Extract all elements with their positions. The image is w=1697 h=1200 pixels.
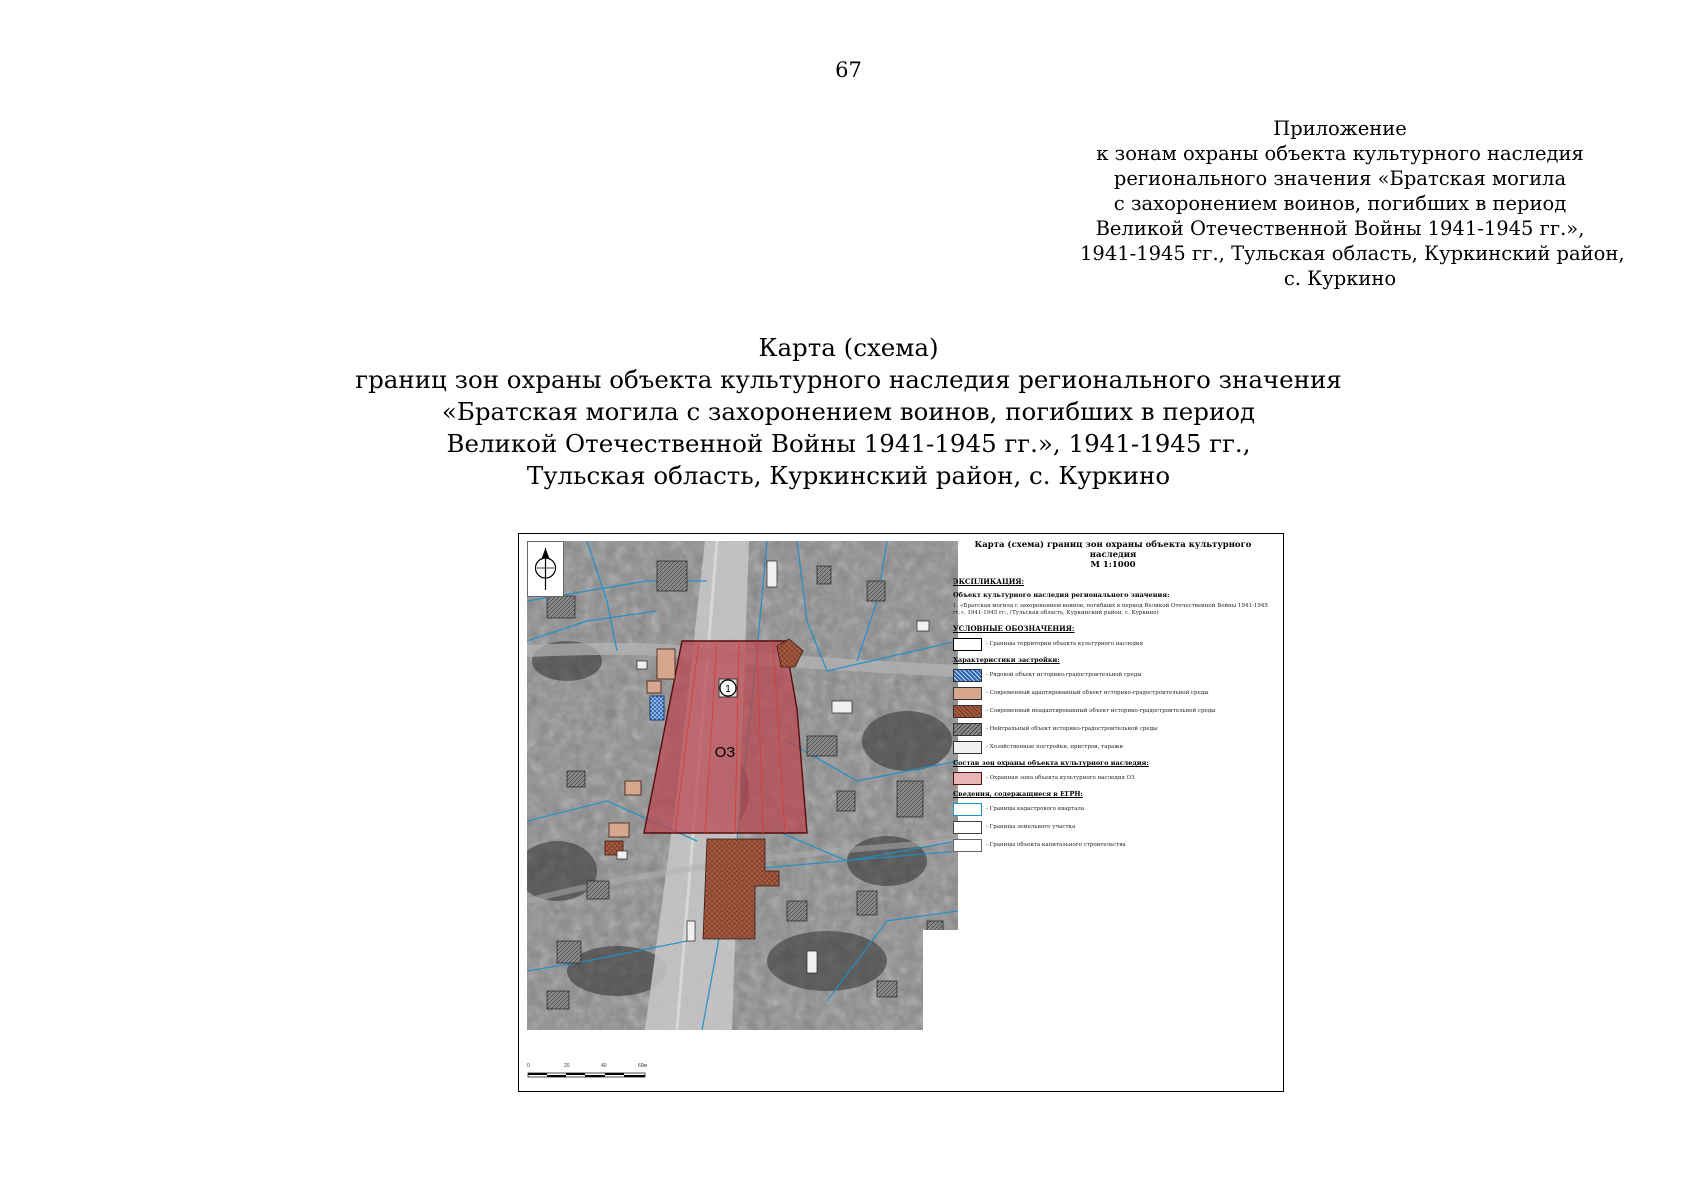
capital-object-swatch (953, 839, 982, 852)
appendix-line: регионального значения «Братская могила (1113, 167, 1567, 190)
legend-row (953, 637, 1273, 651)
appendix-line: Великой Отечественной Войны 1941-1945 гг.», (1095, 217, 1585, 240)
legend-item-label: - Границы кадастрового квартала (986, 806, 1085, 812)
scale-label: 60м (638, 1063, 647, 1069)
legend-title: Карта (схема) границ зон охраны объекта культурного наследия (974, 540, 1252, 560)
symbols-heading: УСЛОВНЫЕ ОБОЗНАЧЕНИЯ: (953, 624, 1075, 633)
appendix-line: с захоронением воинов, погибших в период (1113, 192, 1567, 215)
legend-item-label: - Границы территории объекта культурного наследия (986, 641, 1144, 647)
valuable-swatch (953, 669, 982, 682)
legend-row (953, 771, 1273, 785)
scale-bar (527, 1063, 667, 1087)
title-line: Тульская область, Куркинский район, с. Куркино (526, 461, 1171, 490)
legend-row (953, 686, 1273, 700)
legend-item-label: - Охранная зона объекта культурного наследия ОЗ (986, 775, 1135, 781)
object-marker-number: 1 (725, 684, 731, 695)
object-heading: Объект культурного наследия регионального значения: (953, 591, 1170, 599)
legend-item-label: - Современный неадаптированный объект историко-градостроительной среды (986, 708, 1216, 714)
neutral-swatch (953, 723, 982, 736)
legend-row (953, 722, 1273, 736)
title-line: границ зон охраны объекта культурного наследия регионального значения (355, 365, 1342, 394)
appendix-note (1080, 116, 1625, 291)
explication-heading: ЭКСПЛИКАЦИЯ: (953, 577, 1025, 586)
title-line: Великой Отечественной Войны 1941-1945 гг.», 1941-1945 гг., (446, 429, 1251, 458)
legend-scale: М 1:1000 (1090, 560, 1136, 570)
egrn-heading: Сведения, содержащиеся в ЕГРН: (953, 790, 1083, 798)
aerial-map (527, 541, 958, 1030)
title-line: Карта (схема) (758, 333, 939, 362)
appendix-line: с. Куркино (1283, 267, 1397, 290)
scale-label: 40 (601, 1063, 607, 1069)
land-plot-swatch (953, 821, 982, 834)
legend-item-label: - Границы земельного участка (986, 824, 1076, 830)
scale-label: 0 (527, 1063, 530, 1069)
outbuilding-swatch (953, 741, 982, 754)
legend-item-label: - Рядовой объект историко-градостроительной среды (986, 672, 1142, 678)
object-description: 1. «Братская могила с захоронением воинов, погибших в период Великой Отечественной Войны 1941-1945 гг.», 1941-1945 гг., (Тульская область, Куркинский район, с. Куркино) (953, 603, 1268, 616)
north-arrow-icon (527, 541, 564, 597)
building-heading: Характеристики застройки: (953, 656, 1060, 664)
zones-heading: Состав зон охраны объекта культурного наследия: (953, 759, 1149, 767)
legend-row (953, 704, 1273, 718)
appendix-line: Приложение (1273, 117, 1407, 140)
adapted-swatch (953, 687, 982, 700)
scale-label: 20 (564, 1063, 570, 1069)
legend-row (953, 802, 1273, 816)
legend-item-label: - Границы объекта капитального строительства (986, 842, 1126, 848)
legend-row (953, 740, 1273, 754)
document-title (0, 332, 1697, 492)
zone-swatch (953, 772, 982, 785)
legend-item-label: - Нейтральный объект историко-градостроительной среды (986, 726, 1158, 732)
legend-item-label: - Современный адаптированный объект историко-градостроительной среды (986, 690, 1209, 696)
legend-row (953, 820, 1273, 834)
legend-row (953, 838, 1273, 852)
appendix-line: к зонам охраны объекта культурного наследия (1096, 142, 1584, 165)
page-number: 67 (835, 58, 862, 82)
title-line: «Братская могила с захоронением воинов, погибших в период (441, 397, 1256, 426)
appendix-line: 1941-1945 гг., Тульская область, Куркинский район, (1080, 242, 1625, 265)
nonadapted-swatch (953, 705, 982, 718)
map-legend (953, 540, 1273, 1040)
valuable-building (650, 696, 664, 720)
territory-border-swatch (953, 638, 982, 651)
zone-label: ОЗ (714, 744, 736, 761)
legend-row (953, 668, 1273, 682)
legend-item-label: - Хозяйственные постройки, пристрои, гаражи (986, 744, 1124, 750)
map-frame (518, 533, 1284, 1092)
cadastral-quarter-swatch (953, 803, 982, 816)
